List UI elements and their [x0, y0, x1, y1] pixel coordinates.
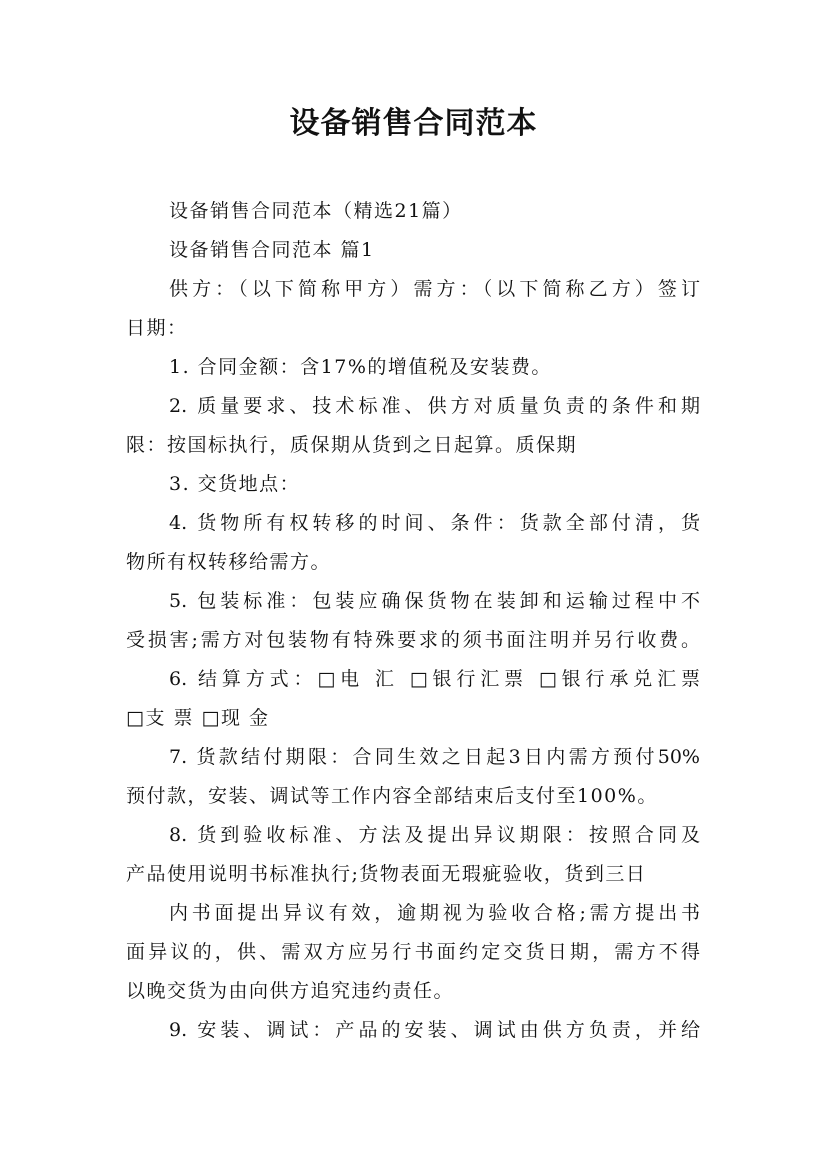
clause-3: 3. 交货地点：: [169, 473, 301, 495]
clause-8-line-3: 内书面提出异议有效，逾期视为验收合格;需方提出书: [169, 902, 700, 924]
clause-6-line-1: 6. 结算方式：□电 汇 □银行汇票 □银行承兑汇票: [169, 668, 700, 690]
subtitle-collection: 设备销售合同范本（精选21篇）: [169, 200, 463, 222]
parties-line: 供方：（以下简称甲方）需方：（以下简称乙方）签订: [169, 278, 700, 300]
clause-7-line-2: 预付款，安装、调试等工作内容全部结束后支付至100%。: [126, 785, 658, 807]
clause-9-line-1: 9. 安装、调试：产品的安装、调试由供方负责，并给: [169, 1019, 700, 1041]
clause-8-line-2: 产品使用说明书标准执行;货物表面无瑕疵验收，货到三日: [126, 863, 647, 885]
clause-4-line-1: 4. 货物所有权转移的时间、条件：货款全部付清，货: [169, 512, 700, 534]
clause-8-line-1: 8. 货到验收标准、方法及提出异议期限：按照合同及: [169, 824, 700, 846]
clause-2-line-2: 限：按国标执行，质保期从货到之日起算。质保期: [126, 434, 578, 456]
clause-1: 1. 合同金额：含17%的增值税及安装费。: [169, 356, 552, 378]
section-heading: 设备销售合同范本 篇1: [169, 239, 375, 261]
clause-5-line-2: 受损害;需方对包装物有特殊要求的须书面注明并另行收费。: [126, 629, 700, 651]
date-line: 日期：: [126, 317, 188, 339]
document-title: 设备销售合同范本: [289, 106, 538, 141]
clause-8-line-5: 以晚交货为由向供方追究违约责任。: [126, 980, 455, 1002]
clause-5-line-1: 5. 包装标准：包装应确保货物在装卸和运输过程中不: [169, 590, 700, 612]
clause-7-line-1: 7. 货款结付期限：合同生效之日起3日内需方预付50%: [169, 746, 700, 768]
clause-2-line-1: 2. 质量要求、技术标准、供方对质量负责的条件和期: [169, 395, 700, 417]
clause-6-line-2: □支 票 □现 金: [126, 707, 270, 729]
clause-8-line-4: 面异议的，供、需双方应另行书面约定交货日期，需方不得: [126, 941, 700, 963]
clause-4-line-2: 物所有权转移给需方。: [126, 551, 332, 573]
